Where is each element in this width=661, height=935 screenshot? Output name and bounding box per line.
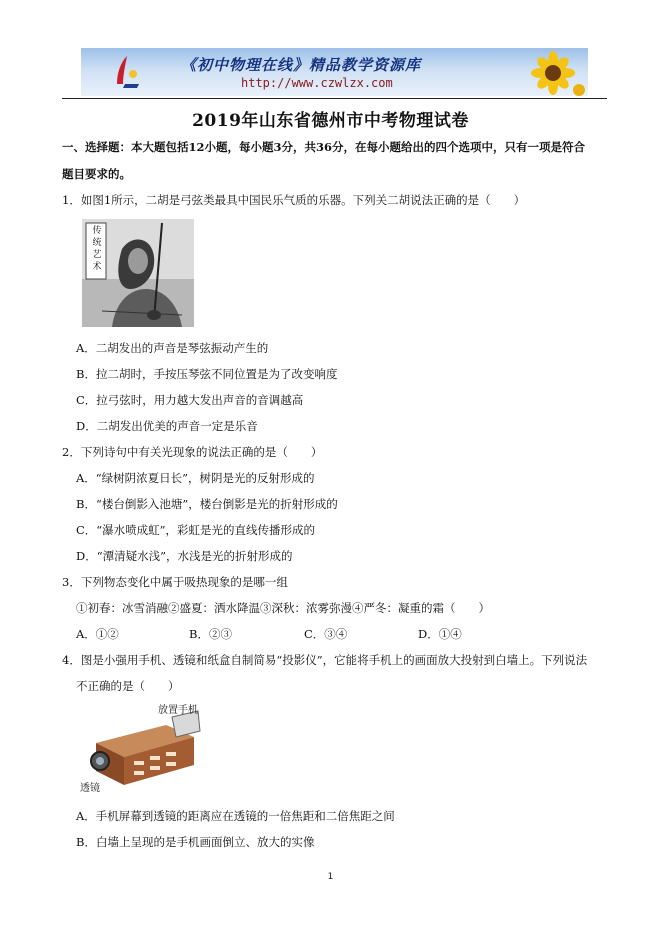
label-lens: 透镜 <box>80 783 100 794</box>
question-3-detail: ①初春：冰雪消融②盛夏：洒水降温③深秋：浓雾弥漫④严冬：凝重的霜（ ） <box>76 601 490 615</box>
banner-title: 《初中物理在线》精品教学资源库 <box>181 56 422 74</box>
erhu-figure <box>82 219 194 327</box>
projector-figure <box>76 703 206 793</box>
question-4-option-b: B．白墙上呈现的是手机画面倒立、放大的实像 <box>76 835 315 849</box>
question-2-option-a: A．“绿树阴浓夏日长”，树阴是光的反射形成的 <box>76 471 315 485</box>
header-banner <box>81 48 588 96</box>
question-4-stem-line1: 4．图是小强用手机、透镜和纸盒自制简易“投影仪”，它能将手机上的画面放大投射到白墙上。下列说法 <box>62 653 588 667</box>
logo-icon <box>111 54 143 90</box>
question-2-option-b: B．“楼台倒影入池塘”，楼台倒影是光的折射形成的 <box>76 497 338 511</box>
banner-url: http://www.czwlzx.com <box>241 76 393 90</box>
sunflower-icon <box>521 50 585 96</box>
question-4-stem-line2: 不正确的是（ ） <box>76 679 180 693</box>
question-3-option-b: B．②③ <box>189 627 232 641</box>
question-1-option-b: B．拉二胡时，手按压琴弦不同位置是为了改变响度 <box>76 367 338 381</box>
figure-caption-traditional-art: 传统艺术 <box>92 226 102 272</box>
question-1-option-c: C．拉弓弦时，用力越大发出声音的音调越高 <box>76 393 304 407</box>
question-2-stem: 2．下列诗句中有关光现象的说法正确的是（ ） <box>62 445 323 459</box>
section-header-line1: 一、选择题：本大题包括12小题，每小题3分，共36分，在每小题给出的四个选项中，只有一项是符合 <box>62 140 586 154</box>
section-header-line2: 题目要求的。 <box>62 167 131 181</box>
label-phone-placement: 放置手机 <box>158 705 198 716</box>
document-title: 2019年山东省德州市中考物理试卷 <box>192 111 469 131</box>
question-3-option-d: D．①④ <box>418 627 462 641</box>
question-4-option-a: A．手机屏幕到透镜的距离应在透镜的一倍焦距和二倍焦距之间 <box>76 809 395 823</box>
question-3-option-a: A．①② <box>76 627 119 641</box>
question-1-stem: 1．如图1所示，二胡是弓弦类最具中国民乐气质的乐器。下列关二胡说法正确的是（ ） <box>62 193 526 207</box>
question-2-option-c: C．“瀑水喷成虹”，彩虹是光的直线传播形成的 <box>76 523 316 537</box>
question-3-option-c: C．③④ <box>304 627 348 641</box>
question-1-option-d: D．二胡发出优美的声音一定是乐音 <box>76 419 258 433</box>
question-1-option-a: A．二胡发出的声音是琴弦振动产生的 <box>76 341 269 355</box>
question-2-option-d: D．“潭清疑水浅”，水浅是光的折射形成的 <box>76 549 293 563</box>
question-3-stem: 3．下列物态变化中属于吸热现象的是哪一组 <box>62 575 288 589</box>
header-rule <box>62 98 607 99</box>
page-number: 1 <box>327 872 334 882</box>
